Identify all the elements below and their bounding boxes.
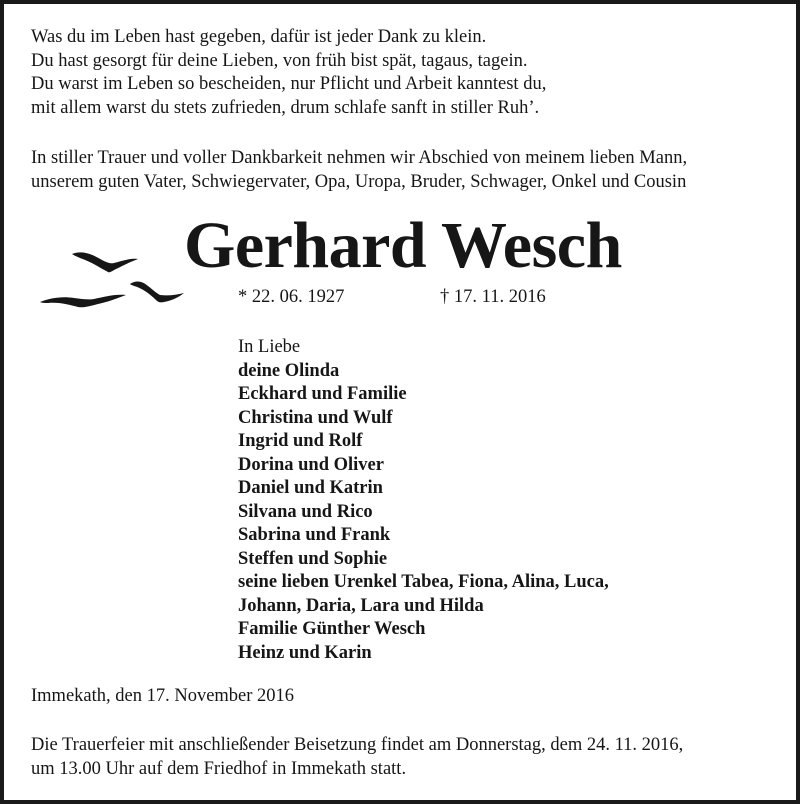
mourner-line: Heinz und Karin [238,642,372,663]
bird-shape [40,295,126,307]
mourner-line: Ingrid und Rolf [238,431,363,451]
intro-line: In stiller Trauer und voller Dankbarkeit nehmen wir Abschied von meinem lieben Mann, [31,148,688,168]
bird-shape [130,282,184,303]
ceremony-line: Die Trauerfeier mit anschließender Beisetzung findet am Donnerstag, dem 24. 11. 2016, [31,735,684,755]
mourners-lead: In Liebe [238,337,301,357]
poem-line: Du hast gesorgt für deine Lieben, von früh bist spät, tagaus, tagein. [31,50,528,71]
mourner-line: Dorina und Oliver [238,454,384,475]
poem-line: mit allem warst du stets zufrieden, drum schlafe sanft in stiller Ruh’. [31,97,540,118]
intro-line: unserem guten Vater, Schwiegervater, Opa, Uropa, Bruder, Schwager, Onkel und Cousin [31,171,687,192]
funeral-ceremony-info [31,734,683,781]
mourner-line: Daniel und Katrin [238,478,383,498]
place-and-date: Immekath, den 17. November 2016 [31,686,295,706]
deceased-name: Gerhard Wesch [184,209,622,282]
mourner-line: seine lieben Urenkel Tabea, Fiona, Alina, Luca, [238,572,609,592]
death-date: † 17. 11. 2016 [440,287,546,307]
poem-line: Was du im Leben hast gegeben, dafür ist jeder Dank zu klein. [31,27,487,47]
mourner-line: Steffen und Sophie [238,548,388,569]
poem-line: Du warst im Leben so bescheiden, nur Pflicht und Arbeit kanntest du, [31,74,547,94]
mourner-line: Sabrina und Frank [238,525,391,545]
mourner-line: Johann, Daria, Lara und Hilda [238,595,484,616]
mourner-line: deine Olinda [238,360,340,381]
bird-shape [72,252,138,272]
mourners-list [238,336,609,665]
mourner-line: Silvana und Rico [238,501,373,522]
mourner-line: Christina und Wulf [238,407,393,428]
memorial-poem [31,26,546,120]
farewell-intro [31,147,687,194]
mourner-line: Familie Günther Wesch [238,619,426,639]
mourner-line: Eckhard und Familie [238,384,407,404]
birth-date: * 22. 06. 1927 [238,287,345,307]
ceremony-line: um 13.00 Uhr auf dem Friedhof in Immekath statt. [31,758,407,779]
